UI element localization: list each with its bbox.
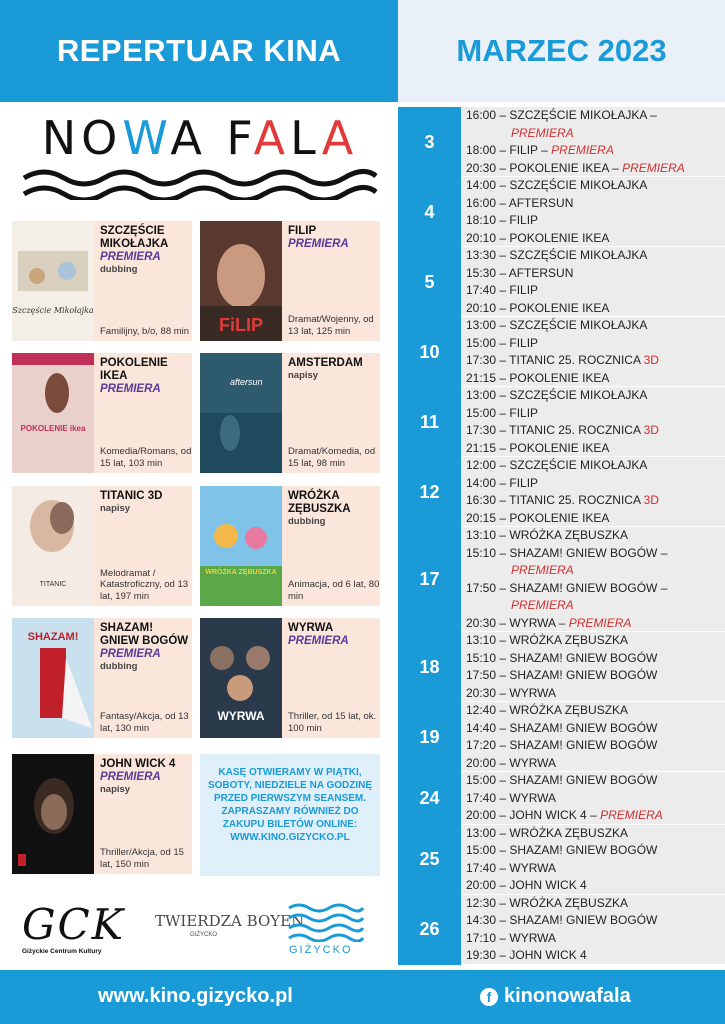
showtime-row[interactable] [461, 720, 725, 738]
showtime-list [461, 702, 725, 772]
showtime-row[interactable] [461, 107, 725, 125]
poster-text: TITANIC [39, 581, 67, 588]
day-number: 26 [398, 895, 461, 965]
movie-info: Thriller, od 15 lat, ok. 100 min [288, 711, 377, 734]
premiere-label: PREMIERA [511, 563, 574, 577]
movie-info: Dramat/Komedia, od 15 lat, 98 min [288, 446, 376, 469]
showtime-row[interactable] [461, 702, 725, 720]
showtime-row[interactable] [461, 440, 725, 458]
showtime-list [461, 317, 725, 387]
showtime-row[interactable] [461, 300, 725, 318]
showtime-text: 16:30 – TITANIC 25. ROCZNICA [466, 493, 644, 507]
showtime-text: 20:15 – POKOLENIE IKEA [466, 510, 610, 525]
showtime-text: 20:00 – JOHN WICK 4 [466, 878, 587, 892]
showtime-text: 18:00 – FILIP – [466, 143, 552, 157]
showtime-text: 13:10 – WRÓŻKA ZĘBUSZKA [466, 633, 629, 647]
showtime-text: 14:00 – SZCZĘŚCIE MIKOŁAJKA [466, 178, 648, 192]
showtime-text: 17:50 – SHAZAM! GNIEW BOGÓW – [466, 580, 668, 595]
showtime-row[interactable] [461, 160, 725, 178]
day-number: 4 [398, 177, 461, 247]
premiere-label: PREMIERA [568, 615, 632, 630]
showtime-text: 12:40 – WRÓŻKA ZĘBUSZKA [466, 703, 629, 717]
language-label: dubbing [100, 264, 138, 275]
movie-card[interactable] [12, 221, 192, 341]
language-label: napisy [288, 370, 319, 381]
showtime-text: 13:00 – SZCZĘŚCIE MIKOŁAJKA [466, 388, 648, 402]
day-number: 10 [398, 317, 461, 387]
showtime-row[interactable] [461, 597, 725, 615]
header-month: MARZEC 2023 [398, 0, 725, 102]
schedule-day [398, 177, 725, 247]
movie-info: Melodramat / Katastroficzny, od 13 lat, 197 min [100, 567, 189, 602]
showtime-text: 13:00 – WRÓŻKA ZĘBUSZKA [466, 825, 629, 840]
showtime-row[interactable] [461, 930, 725, 948]
showtime-list [461, 107, 725, 177]
showtime-row[interactable] [461, 755, 725, 773]
logo-wave-icon [22, 166, 378, 200]
poster-szczescie-mikolajka [12, 221, 94, 341]
showtime-row[interactable] [461, 142, 725, 160]
showtime-text: 17:50 – SHAZAM! GNIEW BOGÓW [466, 668, 658, 682]
movie-card[interactable] [200, 353, 380, 473]
showtime-row[interactable] [461, 877, 725, 895]
movie-info: Thriller/Akcja, od 15 lat, 150 min [100, 847, 184, 870]
showtime-row[interactable] [461, 265, 725, 283]
showtime-row[interactable] [461, 667, 725, 685]
movie-card[interactable] [200, 221, 380, 341]
showtime-row[interactable] [461, 510, 725, 528]
3d-label: 3D [643, 423, 659, 437]
showtime-row[interactable] [461, 947, 725, 965]
movie-card[interactable] [12, 754, 192, 874]
showtime-text: 17:10 – WYRWA [466, 930, 557, 945]
showtime-list [461, 527, 725, 632]
showtime-text: 14:30 – SHAZAM! GNIEW BOGÓW [466, 913, 658, 927]
language-label: dubbing [288, 516, 326, 527]
showtime-row[interactable] [461, 317, 725, 335]
showtime-row[interactable] [461, 772, 725, 790]
movie-card[interactable] [12, 353, 192, 473]
poster-wrozka-zebuszka [200, 486, 282, 606]
movie-title: TITANIC 3D napisy [100, 490, 192, 515]
showtime-text: 16:00 – AFTERSUN [466, 195, 574, 210]
showtime-row[interactable] [461, 842, 725, 860]
gck-subtitle: Giżyckie Centrum Kultury [22, 948, 102, 955]
showtime-row[interactable] [461, 195, 725, 213]
premiere-badge: PREMIERA [100, 251, 161, 263]
showtime-text: 20:10 – POKOLENIE IKEA [466, 230, 610, 245]
showtime-list [461, 177, 725, 247]
movie-card[interactable] [12, 486, 192, 606]
logo-part-2: W [122, 111, 171, 165]
day-number: 25 [398, 825, 461, 895]
3d-label: 3D [643, 353, 659, 367]
facebook-link[interactable] [480, 985, 631, 1008]
showtime-row[interactable] [461, 212, 725, 230]
3d-label: 3D [643, 493, 659, 507]
showtime-row[interactable] [461, 580, 725, 598]
showtime-row[interactable] [461, 475, 725, 493]
showtime-text: 17:20 – SHAZAM! GNIEW BOGÓW [466, 738, 658, 752]
showtime-text: 12:00 – SZCZĘŚCIE MIKOŁAJKA [466, 458, 648, 472]
showtime-list [461, 387, 725, 457]
showtime-text: 15:10 – SHAZAM! GNIEW BOGÓW [466, 650, 658, 665]
showtime-row[interactable] [461, 230, 725, 248]
showtime-text: 20:00 – WYRWA [466, 755, 557, 770]
showtime-row[interactable] [461, 650, 725, 668]
schedule-day [398, 825, 725, 895]
showtime-row[interactable] [461, 737, 725, 755]
showtime-text: 14:40 – SHAZAM! GNIEW BOGÓW [466, 720, 658, 735]
box-office-info: KASĘ OTWIERAMY W PIĄTKI, SOBOTY, NIEDZIELE NA GODZINĘ PRZED PIERWSZYM SEANSEM. ZAPRASZAMY RÓWNIEŻ DO ZAKUPU BILETÓW ONLINE: WWW.KINO.GIZYCKO.PL [200, 754, 380, 876]
showtime-text: 18:10 – FILIP [466, 213, 539, 227]
showtime-text: 17:30 – TITANIC 25. ROCZNICA [466, 353, 644, 367]
showtime-text: 17:30 – TITANIC 25. ROCZNICA [466, 423, 644, 437]
showtime-row[interactable] [461, 352, 725, 370]
showtime-row[interactable] [461, 562, 725, 580]
showtime-text: 15:10 – SHAZAM! GNIEW BOGÓW – [466, 545, 668, 560]
showtime-text: 12:30 – WRÓŻKA ZĘBUSZKA [466, 895, 629, 910]
showtime-row[interactable] [461, 492, 725, 510]
movie-title: SHAZAM! GNIEW BOGÓW PREMIERA dubbing [100, 622, 192, 673]
showtime-text: 17:40 – WYRWA [466, 860, 557, 875]
showtime-text: 13:00 – SZCZĘŚCIE MIKOŁAJKA [466, 318, 648, 332]
poster-text: WYRWA [217, 709, 265, 723]
showtime-list [461, 247, 725, 317]
showtime-list [461, 457, 725, 527]
gizycko-wave-icon [285, 900, 365, 942]
showtime-row[interactable] [461, 807, 725, 825]
schedule-day [398, 702, 725, 772]
showtime-text: 21:15 – POKOLENIE IKEA [466, 370, 610, 385]
showtime-row[interactable] [461, 282, 725, 300]
facebook-icon: f [480, 988, 498, 1006]
logo-part-3: A F [170, 111, 254, 165]
showtime-text: 13:10 – WRÓŻKA ZĘBUSZKA [466, 528, 629, 542]
movie-info: Fantasy/Akcja, od 13 lat, 130 min [100, 711, 189, 734]
showtime-list [461, 895, 725, 965]
logo-part-1: NO [41, 111, 123, 165]
day-number: 17 [398, 527, 461, 632]
showtime-row[interactable] [461, 370, 725, 388]
showtime-row[interactable] [461, 825, 725, 843]
showtime-row[interactable] [461, 615, 725, 633]
movie-title: WYRWA PREMIERA [288, 622, 380, 648]
showtime-row[interactable] [461, 632, 725, 650]
poster-text: POKOLENIE ikea [20, 424, 86, 433]
showtime-text: 20:10 – POKOLENIE IKEA [466, 300, 610, 315]
poster-wyrwa [200, 618, 282, 738]
showtime-text: 21:15 – POKOLENIE IKEA [466, 440, 610, 455]
showtime-text: 19:30 – JOHN WICK 4 [466, 948, 587, 962]
header-title: REPERTUAR KINA [0, 0, 398, 102]
schedule-day [398, 632, 725, 702]
showtime-row[interactable] [461, 405, 725, 423]
premiere-label: PREMIERA [511, 125, 574, 140]
premiere-badge: PREMIERA [288, 635, 349, 647]
showtime-text: 15:00 – SHAZAM! GNIEW BOGÓW [466, 843, 658, 857]
poster-text: SHAZAM! [27, 631, 79, 643]
day-number: 11 [398, 387, 461, 457]
showtime-text: 14:00 – FILIP [466, 475, 539, 490]
nowa-fala-logo [22, 112, 378, 204]
facebook-handle: kinonowafala [504, 985, 631, 1007]
showtime-row[interactable] [461, 387, 725, 405]
showtime-text: 20:30 – WYRWA [466, 685, 557, 700]
showtime-text: 17:40 – FILIP [466, 283, 539, 297]
movie-title: POKOLENIE IKEA PREMIERA [100, 357, 192, 396]
movie-title: WRÓŻKA ZĘBUSZKA dubbing [288, 490, 380, 528]
sponsor-logos [0, 892, 398, 964]
showtime-row[interactable] [461, 177, 725, 195]
logo-wordmark [22, 112, 378, 164]
movie-info: Animacja, od 6 lat, 80 min [288, 579, 380, 602]
showtime-row[interactable] [461, 895, 725, 913]
poster-text: aftersun [230, 377, 263, 387]
schedule-day [398, 457, 725, 527]
premiere-label: PREMIERA [600, 808, 663, 822]
twierdza-subtitle: GIŻYCKO [190, 932, 218, 938]
schedule-day [398, 387, 725, 457]
showtime-row[interactable] [461, 860, 725, 878]
showtime-text: 20:30 – POKOLENIE IKEA – [466, 160, 623, 175]
showtime-row[interactable] [461, 335, 725, 353]
movie-title: AMSTERDAM napisy [288, 357, 380, 382]
showtime-text: 15:30 – AFTERSUN [466, 265, 574, 280]
poster-text: WRÓŻKA ZĘBUSZKA [205, 569, 277, 576]
poster-filip [200, 221, 282, 341]
showtime-list [461, 772, 725, 825]
movie-info: Komedia/Romans, od 15 lat, 103 min [100, 446, 192, 469]
gck-logo: GCK [22, 900, 126, 949]
movie-title: FILIP PREMIERA [288, 225, 380, 251]
premiere-badge: PREMIERA [100, 771, 161, 783]
poster-shazam [12, 618, 94, 738]
logo-part-4: A [253, 111, 291, 165]
showtime-row[interactable] [461, 457, 725, 475]
poster-john-wick-4 [12, 754, 94, 874]
language-label: napisy [100, 503, 131, 514]
showtime-text: 13:30 – SZCZĘŚCIE MIKOŁAJKA [466, 248, 648, 262]
movie-title: JOHN WICK 4 PREMIERA napisy [100, 758, 192, 796]
schedule-day [398, 247, 725, 317]
showtime-row[interactable] [461, 545, 725, 563]
showtime-text: 16:00 – SZCZĘŚCIE MIKOŁAJKA – [466, 108, 657, 122]
poster-amsterdam [200, 353, 282, 473]
website-link[interactable]: www.kino.gizycko.pl [98, 985, 293, 1007]
day-number: 12 [398, 457, 461, 527]
showtime-text: 20:00 – JOHN WICK 4 – [466, 808, 601, 822]
movie-card[interactable] [200, 618, 380, 738]
twierdza-boyen-logo: TWIERDZA BOYEN [155, 912, 305, 930]
day-number: 24 [398, 772, 461, 825]
premiere-label: PREMIERA [622, 160, 685, 175]
showtime-list [461, 825, 725, 895]
gizycko-label: GIŻYCKO [289, 944, 353, 956]
showtime-text: 15:00 – FILIP [466, 335, 539, 350]
schedule-day [398, 317, 725, 387]
poster-pokolenie-ikea [12, 353, 94, 473]
showtime-row[interactable] [461, 912, 725, 930]
day-number: 5 [398, 247, 461, 317]
movie-info: Familijny, b/o, 88 min [100, 325, 190, 337]
movie-title: SZCZĘŚCIE MIKOŁAJKA PREMIERA dubbing [100, 225, 192, 276]
poster-text: Szczęście Mikołajka [12, 306, 94, 315]
day-number: 18 [398, 632, 461, 702]
day-number: 3 [398, 107, 461, 177]
movie-card[interactable] [12, 618, 192, 738]
showtime-text: 20:30 – WYRWA – [466, 615, 569, 630]
premiere-label: PREMIERA [551, 143, 614, 157]
showtime-row[interactable] [461, 247, 725, 265]
schedule-day [398, 527, 725, 632]
showtime-row[interactable] [461, 527, 725, 545]
showtime-list [461, 632, 725, 702]
showtime-text: 17:40 – WYRWA [466, 790, 557, 805]
day-number: 19 [398, 702, 461, 772]
premiere-badge: PREMIERA [288, 238, 349, 250]
schedule-day [398, 772, 725, 825]
schedule-day [398, 895, 725, 965]
showtime-row[interactable] [461, 685, 725, 703]
movie-info: Dramat/Wojenny, od 13 lat, 125 min [288, 314, 374, 337]
poster-titanic [12, 486, 94, 606]
schedule-day [398, 107, 725, 177]
premiere-label: PREMIERA [511, 598, 574, 612]
footer-bar [0, 970, 725, 1024]
language-label: napisy [100, 784, 131, 795]
premiere-badge: PREMIERA [100, 383, 161, 395]
showtime-row[interactable] [461, 790, 725, 808]
language-label: dubbing [100, 661, 138, 672]
showtime-text: 15:00 – SHAZAM! GNIEW BOGÓW [466, 773, 658, 787]
showtime-row[interactable] [461, 422, 725, 440]
showtime-text: 15:00 – FILIP [466, 405, 539, 420]
showtime-row[interactable] [461, 125, 725, 143]
movie-card[interactable] [200, 486, 380, 606]
logo-part-5: L [290, 111, 322, 165]
poster-text: FiLIP [219, 315, 263, 335]
premiere-badge: PREMIERA [100, 648, 161, 660]
logo-part-6: A [321, 111, 359, 165]
